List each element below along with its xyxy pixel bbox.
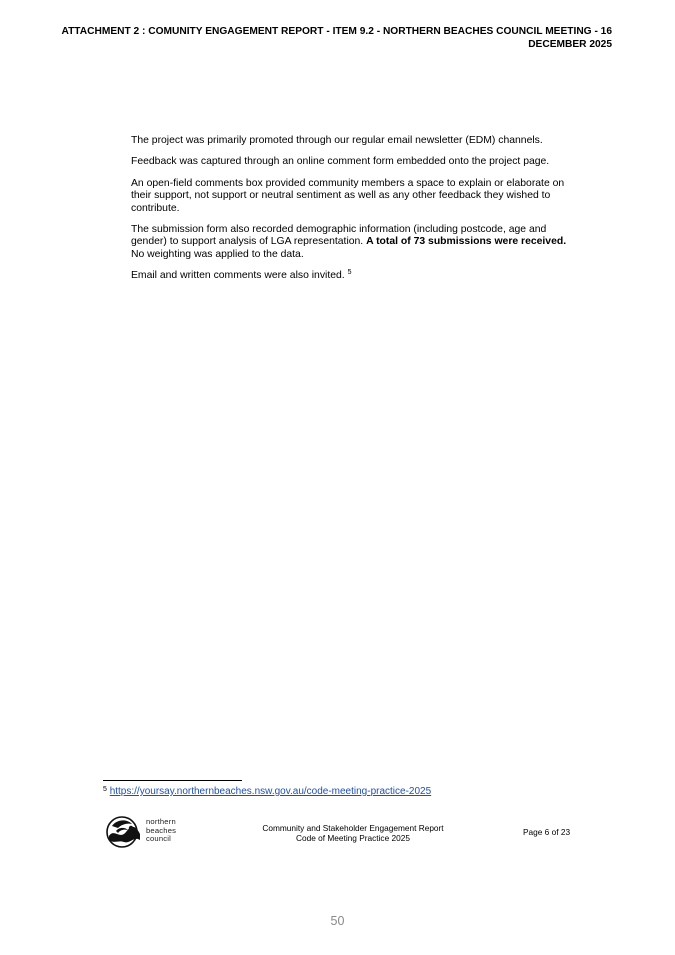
footnote-reference[interactable]: 5	[347, 269, 352, 277]
header-line-1: ATTACHMENT 2 : COMUNITY ENGAGEMENT REPORT - ITEM 9.2 - NORTHERN BEACHES COUNCIL MEETING - 16	[61, 26, 612, 37]
footnote-link[interactable]: https://yoursay.northernbeaches.nsw.gov.au/code-meeting-practice-2025	[109, 786, 432, 797]
logo-line-1: northern	[146, 817, 176, 826]
logo-line-2: beaches	[146, 825, 177, 835]
email-comments-text: Email and written comments were also invited.	[131, 270, 348, 282]
page-header	[52, 26, 612, 51]
paragraph-promotion: The project was primarily promoted through our regular email newsletter (EDM) channels.	[131, 135, 543, 146]
paragraph-comments-box: An open-field comments box provided community members a space to explain or elaborate on their support, not support or neutral sentiment as well as any other feedback they wished to contribute.	[131, 177, 565, 214]
footnote	[103, 786, 431, 798]
report-title: Community and Stakeholder Engagement Report	[262, 823, 444, 833]
report-subtitle: Code of Meeting Practice 2025	[296, 833, 410, 843]
paragraph-demographics	[131, 224, 579, 261]
weighting-text: No weighting was applied to the data.	[131, 248, 304, 260]
council-logo	[106, 814, 186, 850]
page-number: 50	[330, 914, 345, 928]
footer-report-title	[253, 823, 453, 843]
footnote-divider	[103, 780, 242, 781]
header-line-2: DECEMBER 2025	[528, 38, 612, 50]
footer-page-label: Page 6 of 23	[523, 827, 571, 837]
council-logo-text	[146, 818, 176, 844]
council-logo-icon	[106, 814, 142, 850]
footnote-marker: 5	[103, 786, 107, 793]
body-content	[131, 135, 579, 292]
paragraph-feedback: Feedback was captured through an online comment form embedded onto the project page.	[131, 156, 550, 168]
logo-line-3: council	[146, 834, 172, 844]
paragraph-email-comments	[131, 270, 579, 282]
demographics-text: The submission form also recorded demographic information (including postcode, age and gender) to support analysis of LGA representation.	[131, 224, 547, 248]
submissions-total: A total of 73 submissions were received.	[366, 236, 567, 248]
